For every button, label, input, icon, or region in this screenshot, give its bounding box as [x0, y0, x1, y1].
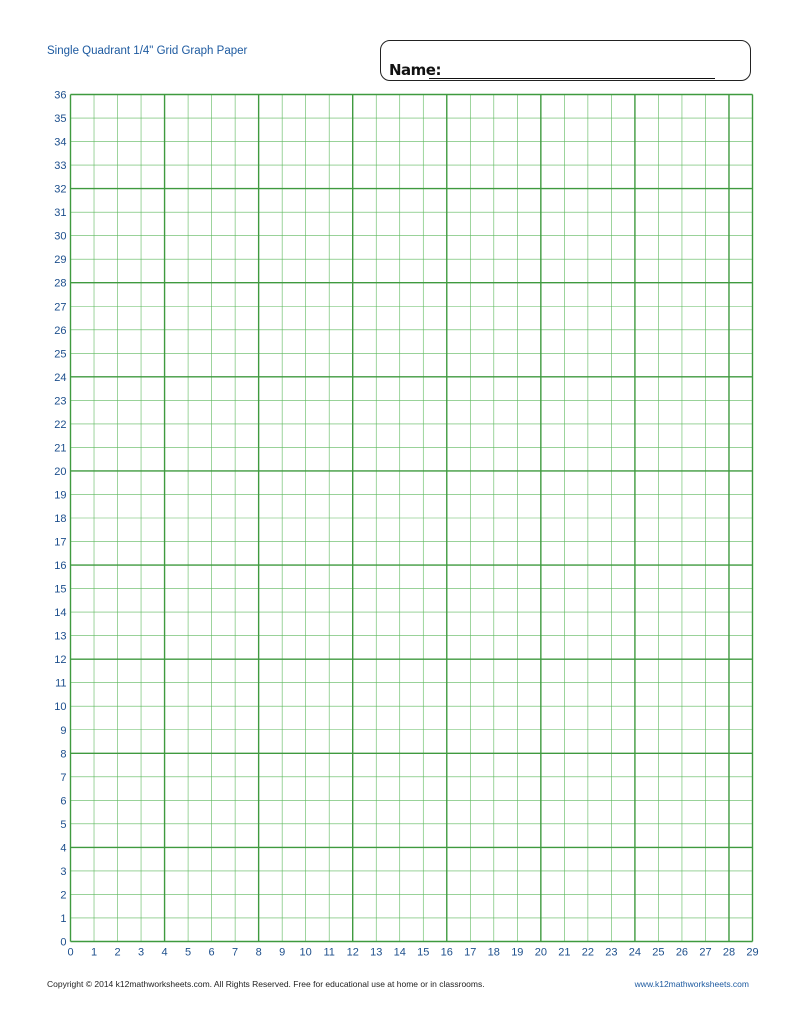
y-tick-label: 35	[54, 113, 67, 126]
y-tick-label: 14	[54, 607, 67, 620]
x-tick-label: 21	[558, 946, 571, 959]
x-tick-label: 2	[114, 946, 121, 959]
y-tick-label: 19	[54, 489, 67, 502]
x-tick-label: 11	[323, 946, 335, 959]
x-tick-label: 14	[393, 946, 406, 959]
y-tick-label: 28	[54, 277, 67, 290]
x-tick-label: 23	[605, 946, 618, 959]
y-tick-label: 36	[54, 89, 67, 102]
y-tick-label: 22	[54, 418, 67, 431]
x-tick-label: 0	[67, 946, 74, 959]
y-tick-label: 13	[54, 630, 67, 643]
x-tick-label: 12	[346, 946, 359, 959]
x-tick-label: 1	[90, 946, 98, 959]
y-tick-label: 4	[60, 842, 67, 855]
y-tick-label: 33	[54, 160, 67, 173]
x-tick-label: 18	[487, 946, 500, 959]
footer-website-link[interactable]: www.k12mathworksheets.com	[634, 979, 749, 989]
x-tick-label: 16	[440, 946, 453, 959]
y-tick-label: 32	[54, 183, 67, 196]
x-tick-label: 4	[161, 946, 168, 959]
x-tick-label: 3	[137, 946, 145, 959]
x-tick-label: 26	[675, 946, 689, 959]
y-tick-label: 21	[54, 442, 67, 455]
y-tick-label: 12	[54, 654, 67, 667]
x-tick-label: 29	[746, 946, 759, 959]
x-tick-label: 27	[699, 946, 712, 959]
x-tick-label: 7	[232, 946, 239, 959]
x-tick-label: 17	[464, 946, 477, 959]
x-tick-label: 15	[417, 946, 430, 959]
y-tick-label: 27	[54, 301, 67, 314]
x-tick-label: 5	[185, 946, 192, 959]
x-tick-label: 8	[255, 946, 262, 959]
page-title: Single Quadrant 1/4" Grid Graph Paper	[47, 45, 248, 57]
x-tick-label: 28	[722, 946, 736, 959]
y-tick-label: 5	[60, 818, 67, 831]
x-tick-label: 22	[581, 946, 595, 959]
y-tick-label: 11	[55, 677, 67, 690]
y-tick-label: 1	[60, 912, 67, 925]
x-tick-label: 20	[534, 946, 547, 959]
y-tick-label: 23	[54, 395, 67, 408]
y-tick-label: 6	[60, 795, 67, 808]
y-tick-label: 3	[60, 865, 67, 878]
x-tick-label: 9	[279, 946, 286, 959]
x-tick-label: 6	[208, 946, 215, 959]
x-tick-label: 25	[652, 946, 665, 959]
x-axis-tick-labels	[67, 947, 758, 959]
y-tick-label: 30	[54, 230, 67, 243]
y-tick-label: 20	[54, 465, 67, 478]
x-tick-label: 19	[511, 946, 524, 959]
y-tick-label: 0	[60, 936, 67, 949]
y-tick-label: 25	[54, 348, 67, 361]
y-tick-label: 10	[54, 701, 67, 714]
y-tick-label: 15	[54, 583, 67, 596]
x-tick-label: 10	[299, 946, 312, 959]
y-tick-label: 24	[54, 371, 67, 384]
y-tick-label: 26	[54, 324, 67, 337]
y-tick-label: 17	[54, 536, 67, 549]
x-tick-label: 13	[370, 946, 383, 959]
y-tick-label: 31	[54, 207, 67, 220]
y-tick-label: 7	[60, 771, 67, 784]
minor-grid-lines	[71, 95, 753, 942]
x-tick-label: 24	[628, 946, 642, 959]
y-tick-label: 16	[54, 560, 67, 573]
footer-copyright: Copyright © 2014 k12mathworksheets.com. All Rights Reserved. Free for educational use at home or in classrooms.	[47, 979, 485, 989]
y-tick-label: 2	[60, 889, 67, 902]
y-tick-label: 29	[54, 254, 67, 267]
y-axis-tick-labels	[54, 90, 66, 949]
y-tick-label: 18	[54, 513, 67, 525]
y-tick-label: 34	[54, 136, 67, 149]
name-label: Name:	[389, 61, 441, 79]
y-tick-label: 8	[60, 748, 67, 761]
y-tick-label: 9	[60, 724, 67, 737]
